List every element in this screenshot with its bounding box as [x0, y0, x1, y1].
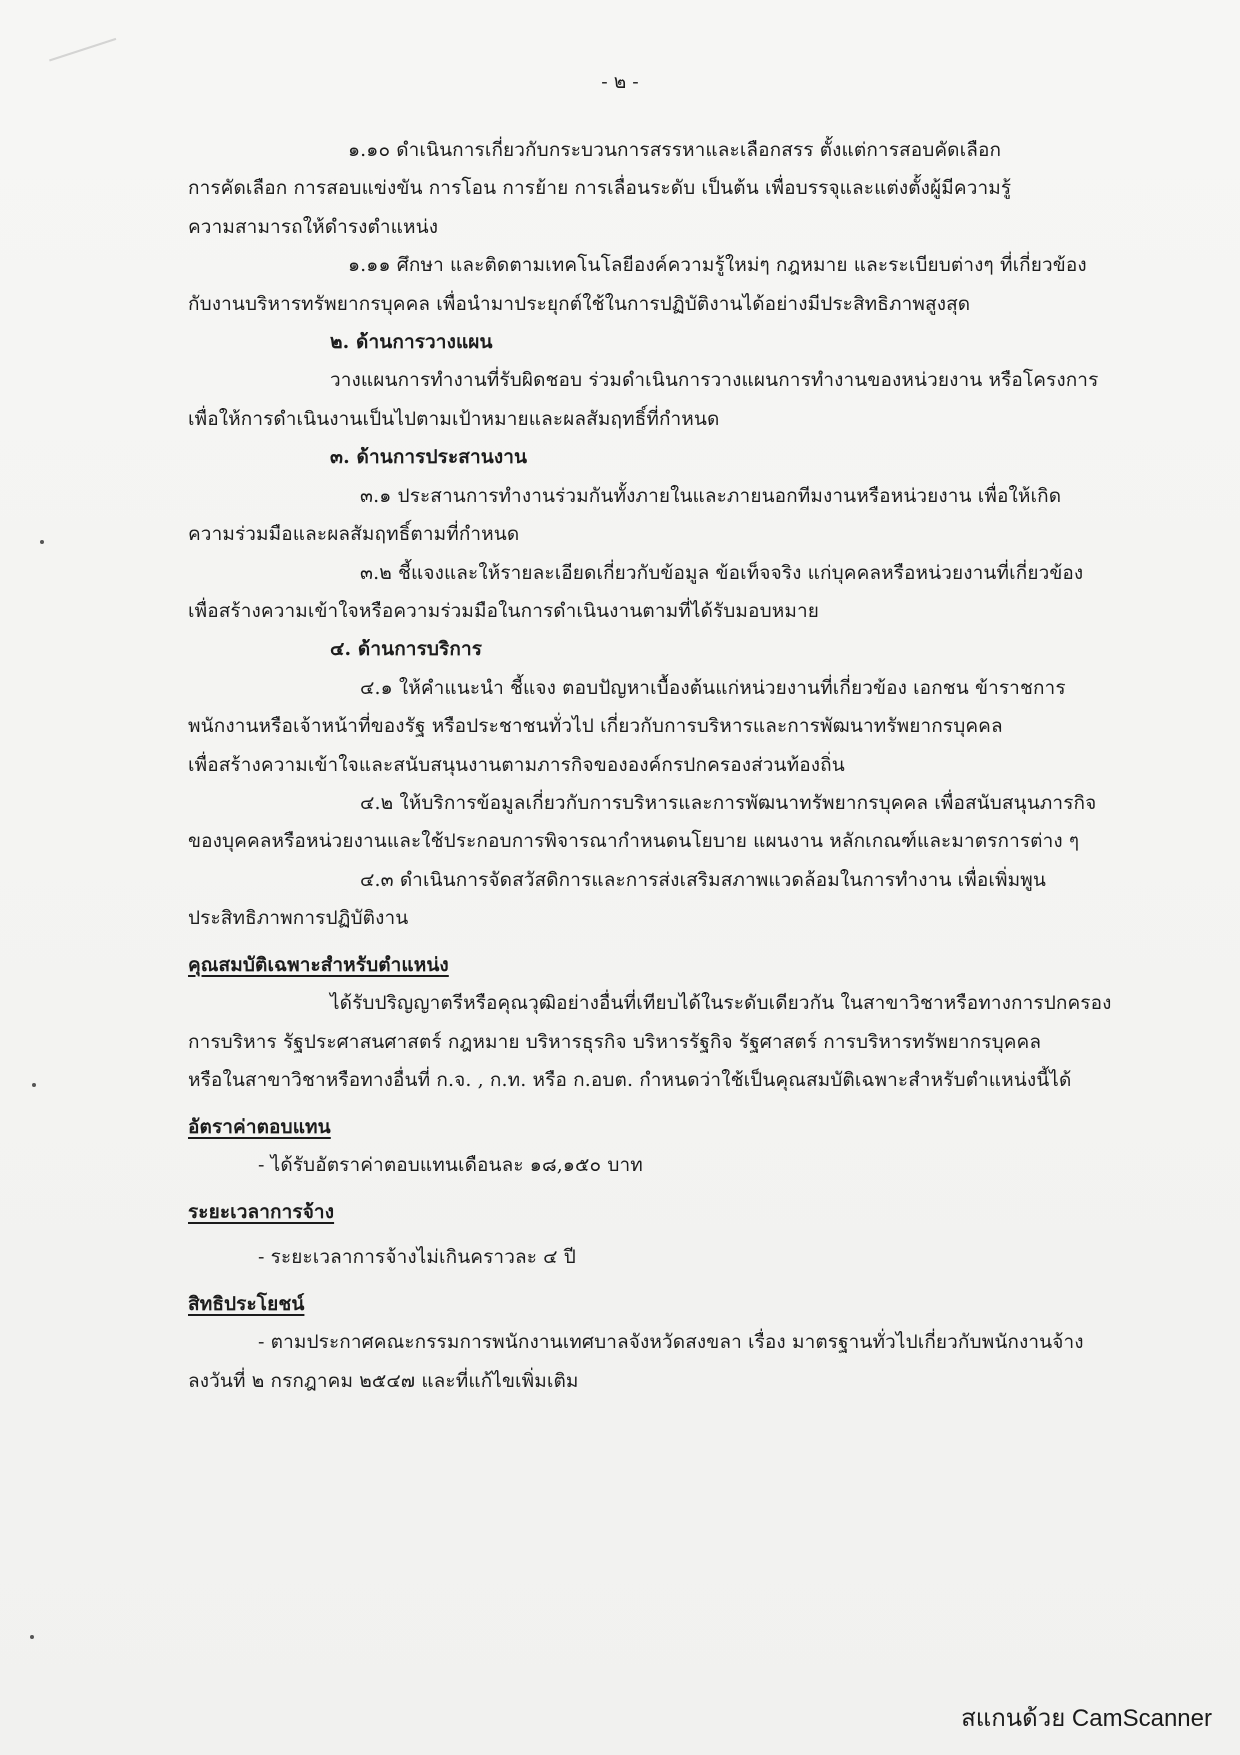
subsection-heading: ๔. ด้านการบริการ	[330, 638, 483, 660]
text-line: การคัดเลือก การสอบแข่งขัน การโอน การย้าย การเลื่อนระดับ เป็นต้น เพื่อบรรจุและแต่งตั้งผู้มีความรู้	[188, 177, 1012, 199]
text-line: ประสิทธิภาพการปฏิบัติงาน	[188, 907, 409, 929]
text-line: ๔.๒ ให้บริการข้อมูลเกี่ยวกับการบริหารและการพัฒนาทรัพยากรบุคคล เพื่อสนับสนุนภารกิจ	[360, 792, 1097, 814]
text-line: ๑.๑๐ ดำเนินการเกี่ยวกับกระบวนการสรรหาและเลือกสรร ตั้งแต่การสอบคัดเลือก	[348, 139, 1002, 161]
section-heading: อัตราค่าตอบแทน	[188, 1116, 331, 1138]
text-line: - ได้รับอัตราค่าตอบแทนเดือนละ ๑๘,๑๕๐ บาท	[258, 1154, 643, 1176]
section-heading: สิทธิประโยชน์	[188, 1293, 305, 1315]
text-line: ๓.๑ ประสานการทำงานร่วมกันทั้งภายในและภายนอกทีมงานหรือหน่วยงาน เพื่อให้เกิด	[360, 485, 1062, 507]
text-line: ๔.๓ ดำเนินการจัดสวัสดิการและการส่งเสริมสภาพแวดล้อมในการทำงาน เพื่อเพิ่มพูน	[360, 869, 1046, 891]
section-heading: ระยะเวลาการจ้าง	[188, 1201, 335, 1223]
text-line: เพื่อสร้างความเข้าใจและสนับสนุนงานตามภารกิจขององค์กรปกครองส่วนท้องถิ่น	[188, 754, 845, 776]
text-line: ลงวันที่ ๒ กรกฎาคม ๒๕๔๗ และที่แก้ไขเพิ่มเติม	[188, 1370, 579, 1392]
scan-speck	[40, 540, 44, 544]
text-line: เพื่อสร้างความเข้าใจหรือความร่วมมือในการดำเนินงานตามที่ได้รับมอบหมาย	[188, 600, 819, 622]
subsection-heading: ๒. ด้านการวางแผน	[330, 331, 493, 353]
camscanner-watermark: สแกนด้วย CamScanner	[961, 1705, 1212, 1732]
scan-speck	[32, 1083, 36, 1087]
text-line: กับงานบริหารทรัพยากรบุคคล เพื่อนำมาประยุกต์ใช้ในการปฏิบัติงานได้อย่างมีประสิทธิภาพสูงสุด	[188, 293, 971, 315]
subsection-heading: ๓. ด้านการประสานงาน	[330, 446, 528, 468]
text-line: ของบุคคลหรือหน่วยงานและใช้ประกอบการพิจารณากำหนดนโยบาย แผนงาน หลักเกณฑ์และมาตรการต่าง ๆ	[188, 830, 1080, 852]
text-line: พนักงานหรือเจ้าหน้าที่ของรัฐ หรือประชาชนทั่วไป เกี่ยวกับการบริหารและการพัฒนาทรัพยากรบุคคล	[188, 715, 1003, 737]
text-line: ความร่วมมือและผลสัมฤทธิ์ตามที่กำหนด	[188, 523, 520, 545]
text-line: ความสามารถให้ดำรงตำแหน่ง	[188, 216, 439, 238]
text-line: ได้รับปริญญาตรีหรือคุณวุฒิอย่างอื่นที่เทียบได้ในระดับเดียวกัน ในสาขาวิชาหรือทางการปกครอง	[330, 992, 1112, 1014]
text-line: ๔.๑ ให้คำแนะนำ ชี้แจง ตอบปัญหาเบื้องต้นแก่หน่วยงานที่เกี่ยวข้อง เอกชน ข้าราชการ	[360, 677, 1066, 699]
text-line: - ระยะเวลาการจ้างไม่เกินคราวละ ๔ ปี	[258, 1246, 576, 1268]
text-line: เพื่อให้การดำเนินงานเป็นไปตามเป้าหมายและผลสัมฤทธิ์ที่กำหนด	[188, 408, 720, 430]
text-line: หรือในสาขาวิชาหรือทางอื่นที่ ก.จ. , ก.ท. หรือ ก.อบต. กำหนดว่าใช้เป็นคุณสมบัติเฉพาะสำหรับตำแหน่งนี้ได้	[188, 1069, 1072, 1091]
section-heading: คุณสมบัติเฉพาะสำหรับตำแหน่ง	[188, 954, 449, 976]
text-line: ๑.๑๑ ศึกษา และติดตามเทคโนโลยีองค์ความรู้ใหม่ๆ กฎหมาย และระเบียบต่างๆ ที่เกี่ยวข้อง	[348, 254, 1087, 276]
scan-speck	[30, 1635, 34, 1639]
text-line: วางแผนการทำงานที่รับผิดชอบ ร่วมดำเนินการวางแผนการทำงานของหน่วยงาน หรือโครงการ	[330, 369, 1099, 391]
text-line: - ตามประกาศคณะกรรมการพนักงานเทศบาลจังหวัดสงขลา เรื่อง มาตรฐานทั่วไปเกี่ยวกับพนักงานจ้าง	[258, 1331, 1084, 1353]
page-number: - ๒ -	[601, 71, 639, 93]
text-line: การบริหาร รัฐประศาสนศาสตร์ กฎหมาย บริหารธุรกิจ บริหารรัฐกิจ รัฐศาสตร์ การบริหารทรัพยากรบุคคล	[188, 1031, 1042, 1053]
text-line: ๓.๒ ชี้แจงและให้รายละเอียดเกี่ยวกับข้อมูล ข้อเท็จจริง แก่บุคคลหรือหน่วยงานที่เกี่ยวข้อง	[360, 562, 1084, 584]
